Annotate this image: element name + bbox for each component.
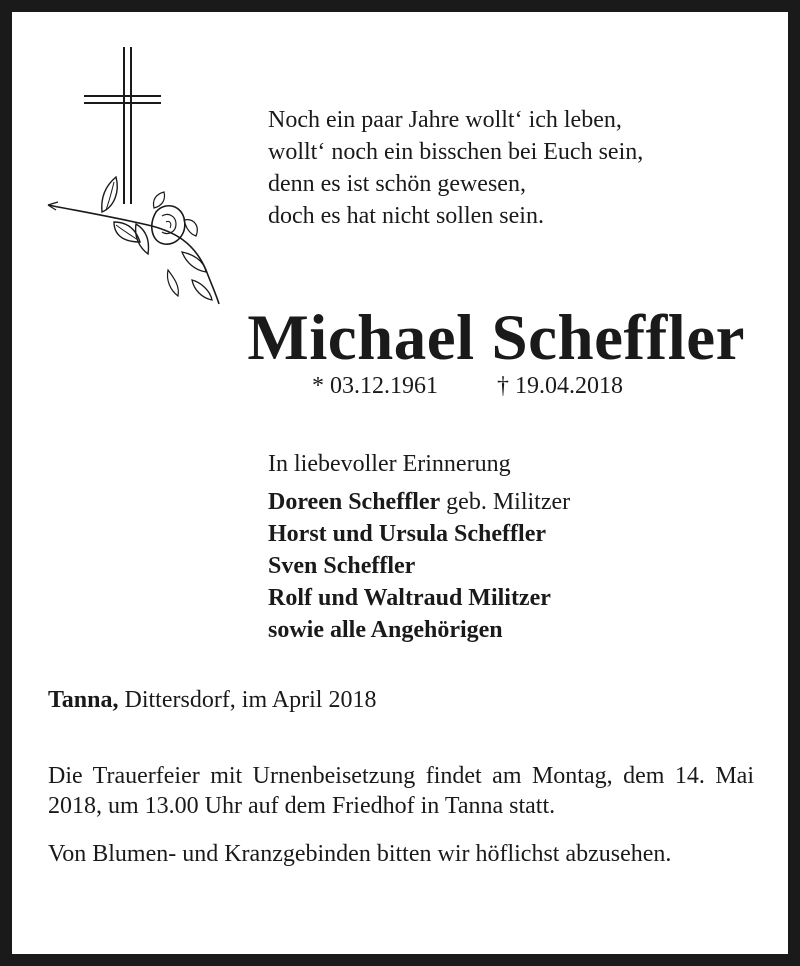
obituary-notice [12,12,788,954]
birth-date: * 03.12.1961 [312,373,438,399]
place-town: Tanna, [48,687,119,713]
mourner-row [268,518,570,550]
mourner-name: Sven Scheffler [268,553,416,579]
mourner-row [268,486,570,518]
mourner-row [268,582,570,614]
mourner-note: geb. Militzer [440,489,571,515]
mourner-name: Horst und Ursula Scheffler [268,521,546,547]
poem-line: wollt‘ noch ein bisschen bei Euch sein, [268,139,644,165]
poem-line: doch es hat nicht sollen sein. [268,203,544,229]
deceased-name: Michael Scheffler [247,302,745,374]
place-date [48,684,376,716]
mourner-list [268,486,570,646]
mourner-row [268,550,570,582]
mourner-name: sowie alle Angehörigen [268,617,503,643]
place-rest: Dittersdorf, im April 2018 [118,687,377,713]
mourner-row [268,614,570,646]
cross-with-rose-icon [44,42,224,312]
poem-line: Noch ein paar Jahre wollt‘ ich leben, [268,107,622,133]
poem [268,104,643,232]
flowers-request: Von Blumen- und Kranzgebinden bitten wir höflichst abzusehen. [48,841,672,867]
memory-line: In liebevoller Erinnerung [268,451,511,477]
poem-line: denn es ist schön gewesen, [268,171,526,197]
mourner-name: Rolf und Waltraud Militzer [268,585,551,611]
funeral-info: Die Trauerfeier mit Urnenbeisetzung findet am Montag, dem 14. Mai 2018, um 13.00 Uhr auf dem Friedhof in Tanna statt. [48,763,754,819]
death-date: † 19.04.2018 [497,373,623,399]
mourner-name: Doreen Scheffler [268,489,441,515]
